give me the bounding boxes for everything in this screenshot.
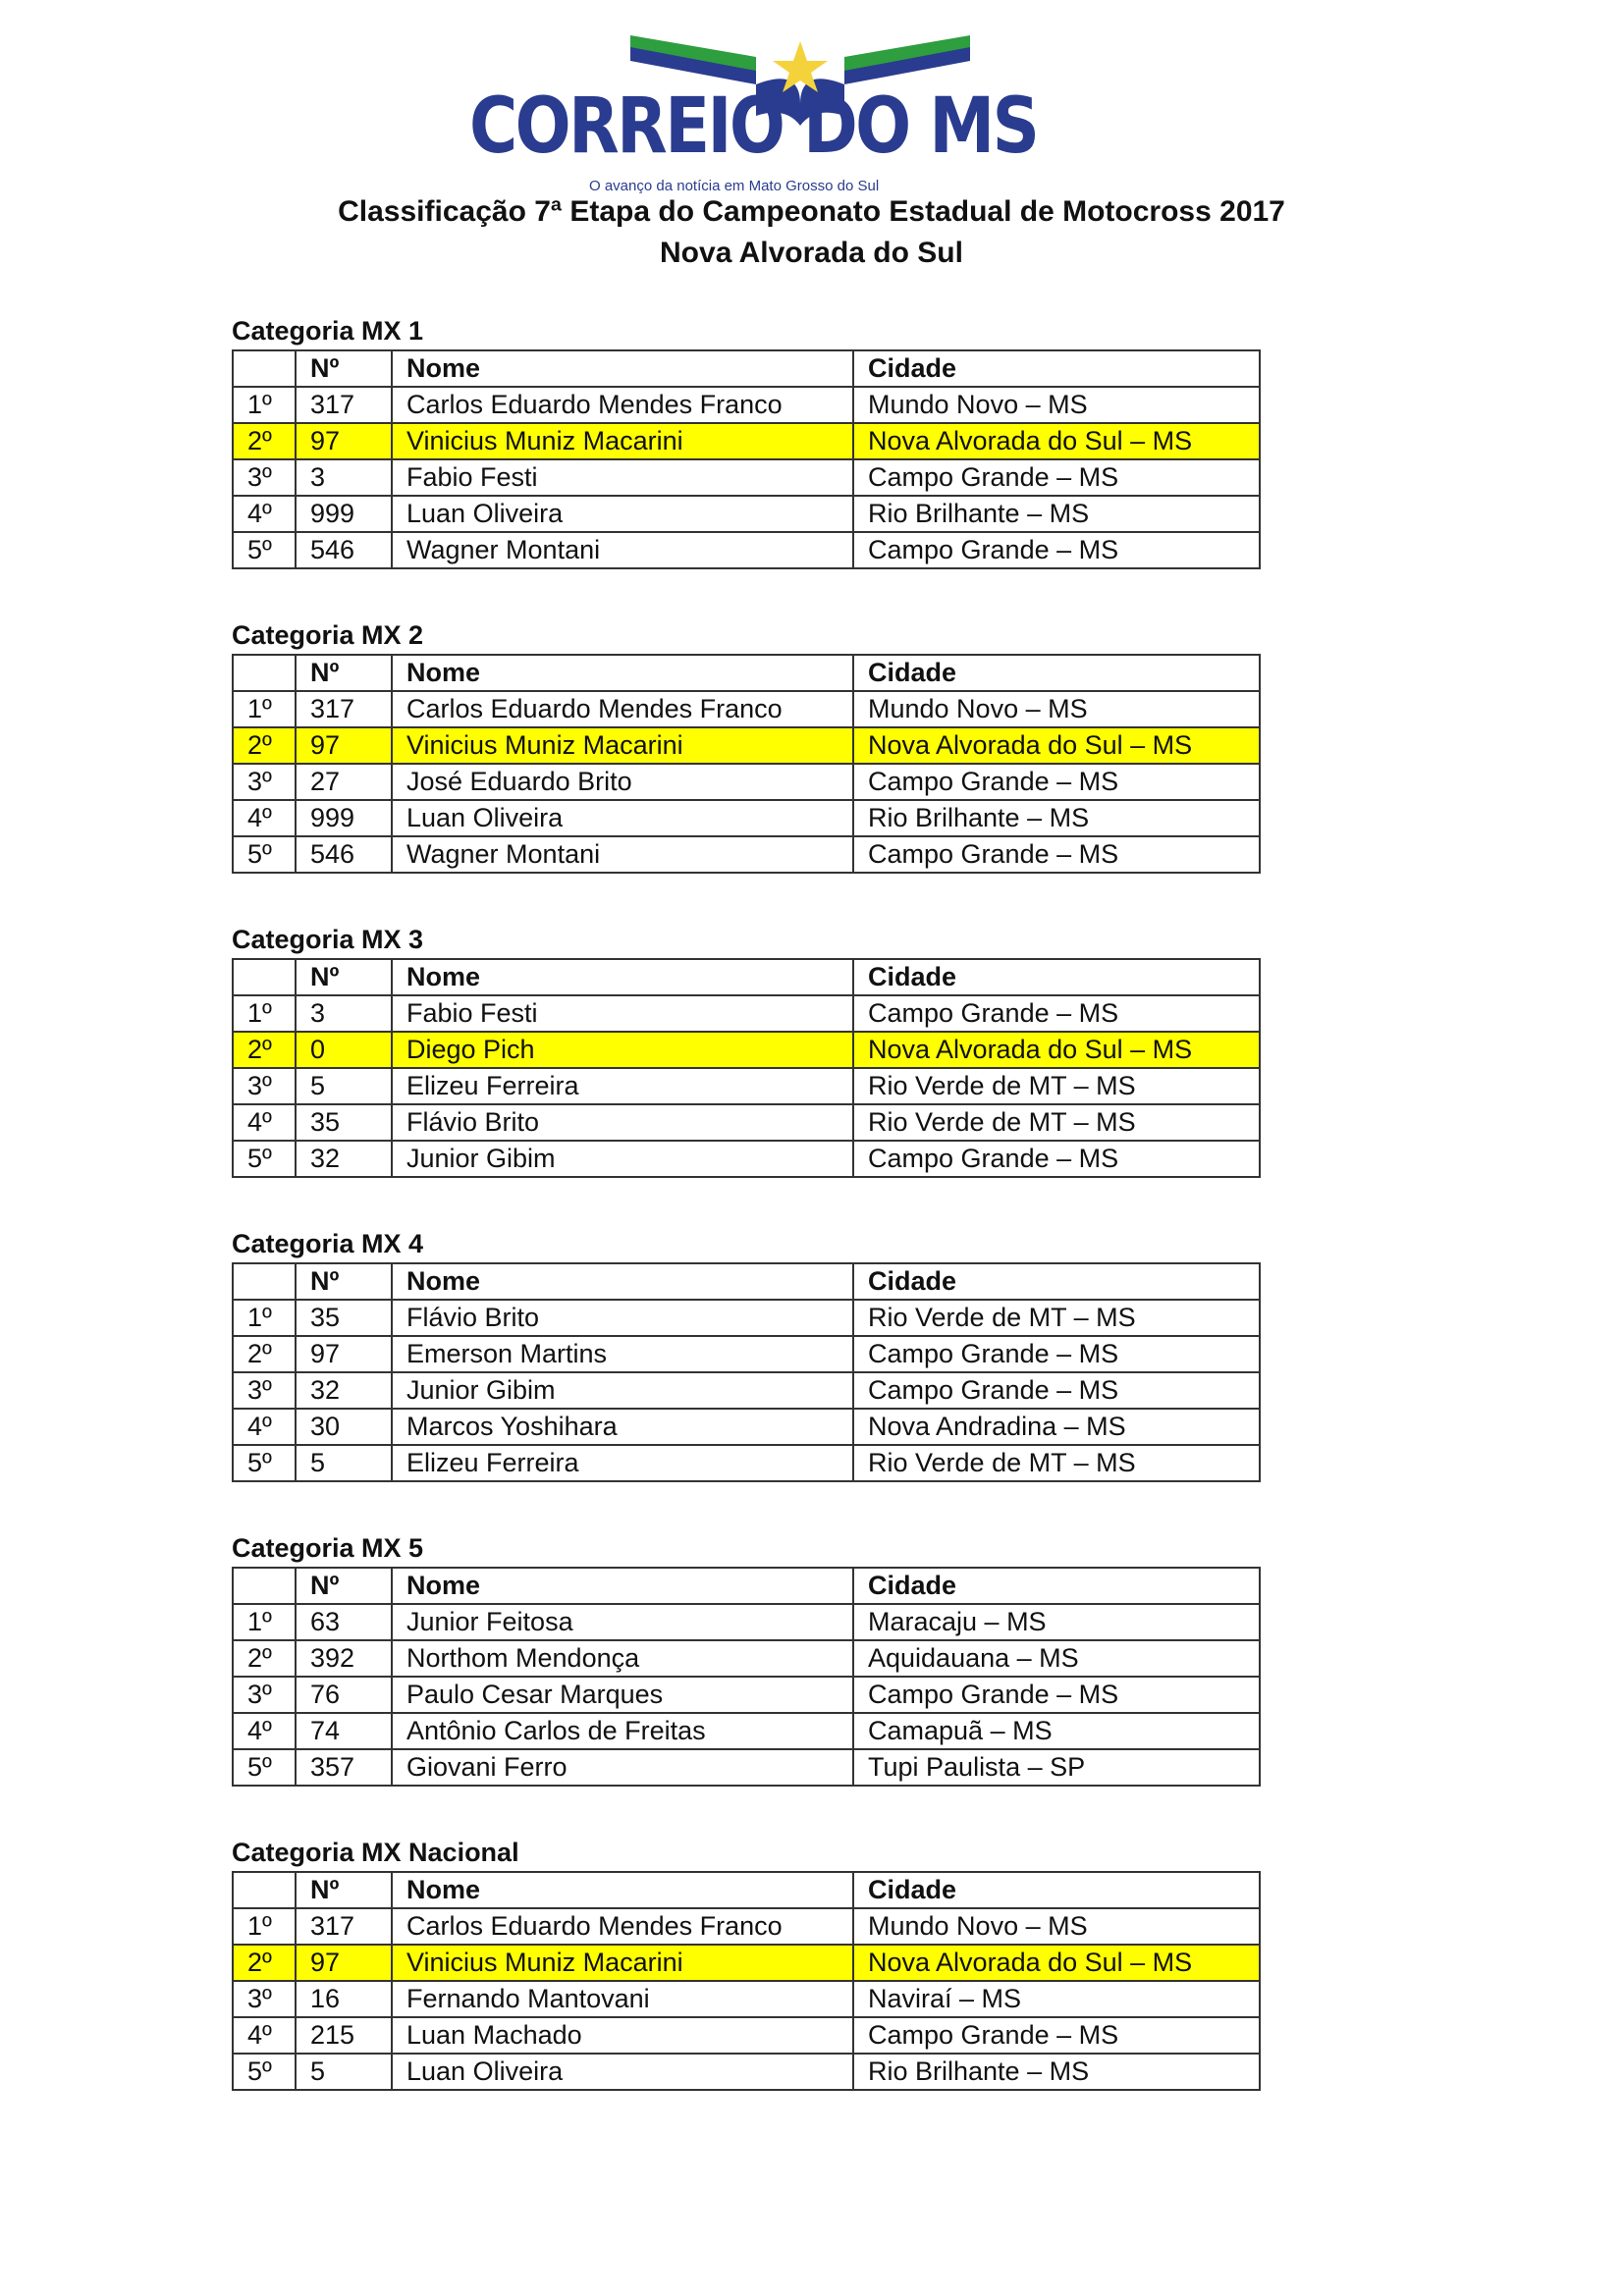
cell-city: Camapuã – MS (853, 1713, 1260, 1749)
table-row (233, 995, 1260, 1032)
cell-pos: 2º (233, 1336, 296, 1372)
cell-name: Junior Gibim (392, 1141, 853, 1177)
table-row (233, 1300, 1260, 1336)
table-row (233, 423, 1260, 459)
cell-num: 97 (296, 1945, 392, 1981)
cell-city: Nova Alvorada do Sul – MS (853, 727, 1260, 764)
cell-name: Flávio Brito (392, 1300, 853, 1336)
cell-name: Vinicius Muniz Macarini (392, 727, 853, 764)
cell-name: Vinicius Muniz Macarini (392, 423, 853, 459)
cell-name: Luan Oliveira (392, 2054, 853, 2090)
category-title: Categoria MX 5 (232, 1533, 424, 1563)
category-title: Categoria MX 1 (232, 316, 424, 346)
cell-num: 3 (296, 995, 392, 1032)
cell-city: Rio Brilhante – MS (853, 2054, 1260, 2090)
table-row (233, 1945, 1260, 1981)
cell-city: Campo Grande – MS (853, 836, 1260, 873)
cell-city: Campo Grande – MS (853, 1141, 1260, 1177)
table-row (233, 800, 1260, 836)
table-row (233, 764, 1260, 800)
page-title: Classificação 7ª Etapa do Campeonato Estadual de Motocross 2017 (338, 195, 1285, 228)
cell-num: 999 (296, 496, 392, 532)
cell-pos: 5º (233, 836, 296, 873)
table-row (233, 1409, 1260, 1445)
table-row (233, 691, 1260, 727)
category-title: Categoria MX 3 (232, 925, 424, 954)
table-row (233, 1141, 1260, 1177)
table-row (233, 1981, 1260, 2017)
cell-city: Campo Grande – MS (853, 1336, 1260, 1372)
ranking-table (232, 1567, 1261, 1787)
cell-name: Northom Mendonça (392, 1640, 853, 1677)
ranking-table (232, 958, 1261, 1178)
table-header-row (233, 1263, 1260, 1300)
cell-name: José Eduardo Brito (392, 764, 853, 800)
cell-pos: 5º (233, 1141, 296, 1177)
cell-city: Tupi Paulista – SP (853, 1749, 1260, 1786)
cell-city: Rio Verde de MT – MS (853, 1104, 1260, 1141)
cell-pos: 1º (233, 995, 296, 1032)
cell-pos: 2º (233, 423, 296, 459)
header-num: Nº (296, 350, 392, 387)
header-city: Cidade (853, 350, 1260, 387)
cell-num: 3 (296, 459, 392, 496)
table-row (233, 1908, 1260, 1945)
cell-num: 317 (296, 691, 392, 727)
header-name: Nome (392, 959, 853, 995)
cell-name: Junior Feitosa (392, 1604, 853, 1640)
cell-num: 97 (296, 423, 392, 459)
cell-city: Rio Verde de MT – MS (853, 1068, 1260, 1104)
cell-city: Campo Grande – MS (853, 459, 1260, 496)
cell-num: 76 (296, 1677, 392, 1713)
table-row (233, 1640, 1260, 1677)
header-pos (233, 655, 296, 691)
header-num: Nº (296, 959, 392, 995)
header-name: Nome (392, 1263, 853, 1300)
cell-city: Campo Grande – MS (853, 995, 1260, 1032)
cell-num: 35 (296, 1300, 392, 1336)
cell-name: Fabio Festi (392, 459, 853, 496)
cell-name: Junior Gibim (392, 1372, 853, 1409)
cell-num: 317 (296, 1908, 392, 1945)
cell-name: Antônio Carlos de Freitas (392, 1713, 853, 1749)
cell-pos: 4º (233, 2017, 296, 2054)
cell-name: Fabio Festi (392, 995, 853, 1032)
cell-num: 546 (296, 532, 392, 568)
cell-pos: 4º (233, 496, 296, 532)
cell-pos: 2º (233, 1640, 296, 1677)
cell-pos: 2º (233, 1032, 296, 1068)
cell-num: 317 (296, 387, 392, 423)
header-city: Cidade (853, 1872, 1260, 1908)
table-header-row (233, 655, 1260, 691)
header-city: Cidade (853, 655, 1260, 691)
table-row (233, 1445, 1260, 1481)
cell-pos: 3º (233, 1677, 296, 1713)
header-pos (233, 959, 296, 995)
cell-city: Nova Alvorada do Sul – MS (853, 1032, 1260, 1068)
cell-num: 5 (296, 1445, 392, 1481)
cell-num: 215 (296, 2017, 392, 2054)
cell-pos: 1º (233, 691, 296, 727)
cell-pos: 3º (233, 1981, 296, 2017)
cell-name: Luan Oliveira (392, 496, 853, 532)
cell-name: Vinicius Muniz Macarini (392, 1945, 853, 1981)
cell-city: Nova Alvorada do Sul – MS (853, 423, 1260, 459)
category-title: Categoria MX Nacional (232, 1838, 519, 1867)
cell-pos: 1º (233, 1300, 296, 1336)
header-city: Cidade (853, 1263, 1260, 1300)
cell-pos: 4º (233, 800, 296, 836)
cell-city: Campo Grande – MS (853, 1372, 1260, 1409)
cell-pos: 4º (233, 1713, 296, 1749)
cell-num: 30 (296, 1409, 392, 1445)
cell-pos: 4º (233, 1409, 296, 1445)
table-header-row (233, 350, 1260, 387)
cell-num: 74 (296, 1713, 392, 1749)
cell-name: Elizeu Ferreira (392, 1068, 853, 1104)
cell-city: Rio Verde de MT – MS (853, 1445, 1260, 1481)
cell-city: Campo Grande – MS (853, 532, 1260, 568)
header-pos (233, 1263, 296, 1300)
cell-num: 32 (296, 1372, 392, 1409)
cell-city: Maracaju – MS (853, 1604, 1260, 1640)
cell-num: 97 (296, 727, 392, 764)
table-row (233, 727, 1260, 764)
cell-pos: 3º (233, 1068, 296, 1104)
table-row (233, 1032, 1260, 1068)
cell-num: 27 (296, 764, 392, 800)
cell-name: Luan Oliveira (392, 800, 853, 836)
cell-city: Mundo Novo – MS (853, 1908, 1260, 1945)
cell-pos: 5º (233, 1749, 296, 1786)
cell-city: Rio Brilhante – MS (853, 800, 1260, 836)
table-row (233, 1372, 1260, 1409)
logo-tagline: O avanço da notícia em Mato Grosso do Sul (589, 178, 880, 194)
cell-num: 357 (296, 1749, 392, 1786)
table-row (233, 1104, 1260, 1141)
cell-name: Giovani Ferro (392, 1749, 853, 1786)
ranking-table (232, 654, 1261, 874)
table-header-row (233, 959, 1260, 995)
cell-pos: 1º (233, 1604, 296, 1640)
table-row (233, 1604, 1260, 1640)
header-num: Nº (296, 1568, 392, 1604)
cell-pos: 3º (233, 764, 296, 800)
cell-name: Marcos Yoshihara (392, 1409, 853, 1445)
cell-num: 32 (296, 1141, 392, 1177)
cell-city: Naviraí – MS (853, 1981, 1260, 2017)
ranking-table (232, 349, 1261, 569)
cell-name: Flávio Brito (392, 1104, 853, 1141)
cell-city: Aquidauana – MS (853, 1640, 1260, 1677)
cell-pos: 1º (233, 387, 296, 423)
header-city: Cidade (853, 1568, 1260, 1604)
cell-pos: 5º (233, 1445, 296, 1481)
cell-city: Nova Andradina – MS (853, 1409, 1260, 1445)
table-row (233, 2054, 1260, 2090)
table-header-row (233, 1568, 1260, 1604)
cell-city: Mundo Novo – MS (853, 691, 1260, 727)
cell-city: Nova Alvorada do Sul – MS (853, 1945, 1260, 1981)
cell-num: 5 (296, 2054, 392, 2090)
cell-num: 97 (296, 1336, 392, 1372)
cell-city: Rio Verde de MT – MS (853, 1300, 1260, 1336)
header-pos (233, 350, 296, 387)
table-row (233, 459, 1260, 496)
cell-num: 546 (296, 836, 392, 873)
table-row (233, 836, 1260, 873)
cell-pos: 2º (233, 1945, 296, 1981)
cell-num: 999 (296, 800, 392, 836)
category-title: Categoria MX 4 (232, 1229, 424, 1258)
correio-do-ms-logo (461, 27, 1038, 194)
cell-name: Paulo Cesar Marques (392, 1677, 853, 1713)
cell-num: 0 (296, 1032, 392, 1068)
table-row (233, 1677, 1260, 1713)
logo-wordmark: CORREIO DO MS (469, 82, 1038, 171)
header-name: Nome (392, 1872, 853, 1908)
header-pos (233, 1872, 296, 1908)
cell-pos: 3º (233, 1372, 296, 1409)
cell-name: Wagner Montani (392, 532, 853, 568)
cell-city: Campo Grande – MS (853, 1677, 1260, 1713)
header-name: Nome (392, 1568, 853, 1604)
cell-pos: 5º (233, 2054, 296, 2090)
cell-pos: 3º (233, 459, 296, 496)
table-row (233, 532, 1260, 568)
cell-city: Mundo Novo – MS (853, 387, 1260, 423)
cell-name: Luan Machado (392, 2017, 853, 2054)
header-name: Nome (392, 655, 853, 691)
category-title: Categoria MX 2 (232, 620, 424, 650)
header-num: Nº (296, 1263, 392, 1300)
cell-num: 16 (296, 1981, 392, 2017)
table-header-row (233, 1872, 1260, 1908)
header-city: Cidade (853, 959, 1260, 995)
cell-name: Diego Pich (392, 1032, 853, 1068)
cell-city: Campo Grande – MS (853, 2017, 1260, 2054)
cell-num: 5 (296, 1068, 392, 1104)
cell-num: 35 (296, 1104, 392, 1141)
table-row (233, 1336, 1260, 1372)
cell-name: Carlos Eduardo Mendes Franco (392, 691, 853, 727)
ranking-table (232, 1871, 1261, 2091)
cell-pos: 4º (233, 1104, 296, 1141)
header-num: Nº (296, 655, 392, 691)
cell-pos: 5º (233, 532, 296, 568)
header-num: Nº (296, 1872, 392, 1908)
ranking-table (232, 1262, 1261, 1482)
table-row (233, 1068, 1260, 1104)
cell-name: Carlos Eduardo Mendes Franco (392, 387, 853, 423)
cell-num: 392 (296, 1640, 392, 1677)
table-row (233, 387, 1260, 423)
cell-name: Wagner Montani (392, 836, 853, 873)
table-row (233, 496, 1260, 532)
cell-city: Rio Brilhante – MS (853, 496, 1260, 532)
table-row (233, 1713, 1260, 1749)
cell-name: Fernando Mantovani (392, 1981, 853, 2017)
header-pos (233, 1568, 296, 1604)
cell-pos: 2º (233, 727, 296, 764)
cell-pos: 1º (233, 1908, 296, 1945)
cell-num: 63 (296, 1604, 392, 1640)
cell-name: Emerson Martins (392, 1336, 853, 1372)
table-row (233, 1749, 1260, 1786)
header-name: Nome (392, 350, 853, 387)
cell-name: Carlos Eduardo Mendes Franco (392, 1908, 853, 1945)
page-subtitle: Nova Alvorada do Sul (660, 237, 963, 269)
cell-city: Campo Grande – MS (853, 764, 1260, 800)
cell-name: Elizeu Ferreira (392, 1445, 853, 1481)
table-row (233, 2017, 1260, 2054)
